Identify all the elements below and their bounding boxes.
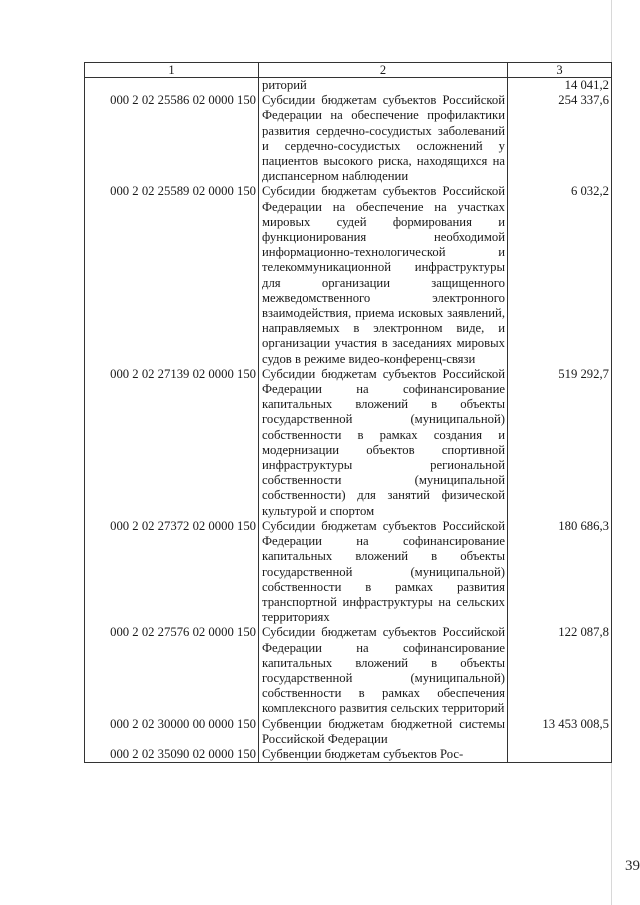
row-amount: 122 087,8 — [508, 625, 612, 716]
budget-code: 000 2 02 27139 02 0000 150 — [85, 367, 259, 519]
budget-code: 000 2 02 30000 00 0000 150 — [85, 717, 259, 747]
row-amount: 13 453 008,5 — [508, 717, 612, 747]
table-row — [85, 519, 612, 625]
column-header-1: 1 — [85, 63, 259, 78]
table-row — [85, 78, 612, 94]
table-header-row — [85, 63, 612, 78]
budget-code: 000 2 02 35090 02 0000 150 — [85, 747, 259, 763]
page-number: 39 — [625, 858, 640, 874]
budget-code: 000 2 02 25589 02 0000 150 — [85, 184, 259, 366]
budget-code — [85, 78, 259, 94]
table-row — [85, 625, 612, 716]
budget-code: 000 2 02 25586 02 0000 150 — [85, 93, 259, 184]
row-amount: 254 337,6 — [508, 93, 612, 184]
table-row — [85, 717, 612, 747]
row-description: Субсидии бюджетам субъектов Российской Федерации на обеспечение на участках мировых судей формирования и функционирования необходимой информационно-технологической и телекоммуникационной инфраструктуры для организации защищенного межведомственного электронного взаимодействия, приема исковых заявлений, направляемых в электронном виде, и организации участия в заседаниях мировых судов в режиме видео-конференц-связи — [259, 184, 508, 366]
budget-table — [84, 62, 612, 763]
row-amount: 180 686,3 — [508, 519, 612, 625]
row-amount: 519 292,7 — [508, 367, 612, 519]
row-amount — [508, 747, 612, 763]
row-description: риторий — [259, 78, 508, 94]
row-description: Субвенции бюджетам субъектов Рос- — [259, 747, 508, 763]
column-header-3: 3 — [508, 63, 612, 78]
table-row — [85, 747, 612, 763]
row-description: Субсидии бюджетам субъектов Российской Федерации на софинансирование капитальных вложений в объекты государственной (муниципальной) собственности в рамках создания и модернизации объектов спортивной инфраструктуры региональной собственности (муниципальной собственности) для занятий физической культурой и спортом — [259, 367, 508, 519]
row-amount: 14 041,2 — [508, 78, 612, 94]
column-header-2: 2 — [259, 63, 508, 78]
budget-code: 000 2 02 27372 02 0000 150 — [85, 519, 259, 625]
row-amount: 6 032,2 — [508, 184, 612, 366]
budget-code: 000 2 02 27576 02 0000 150 — [85, 625, 259, 716]
table-row — [85, 367, 612, 519]
row-description: Субсидии бюджетам субъектов Российской Федерации на софинансирование капитальных вложений в объекты государственной (муниципальной) собственности в рамках обеспечения комплексного развития сельских территорий — [259, 625, 508, 716]
row-description: Субсидии бюджетам субъектов Российской Федерации на обеспечение профилактики развития сердечно-сосудистых заболеваний и сердечно-сосудистых осложнений у пациентов высокого риска, находящихся на диспансерном наблюдении — [259, 93, 508, 184]
table-row — [85, 93, 612, 184]
table-row — [85, 184, 612, 366]
row-description: Субсидии бюджетам субъектов Российской Федерации на софинансирование капитальных вложений в объекты государственной (муниципальной) собственности в рамках развития транспортной инфраструктуры на сельских территориях — [259, 519, 508, 625]
row-description: Субвенции бюджетам бюджетной системы Российской Федерации — [259, 717, 508, 747]
